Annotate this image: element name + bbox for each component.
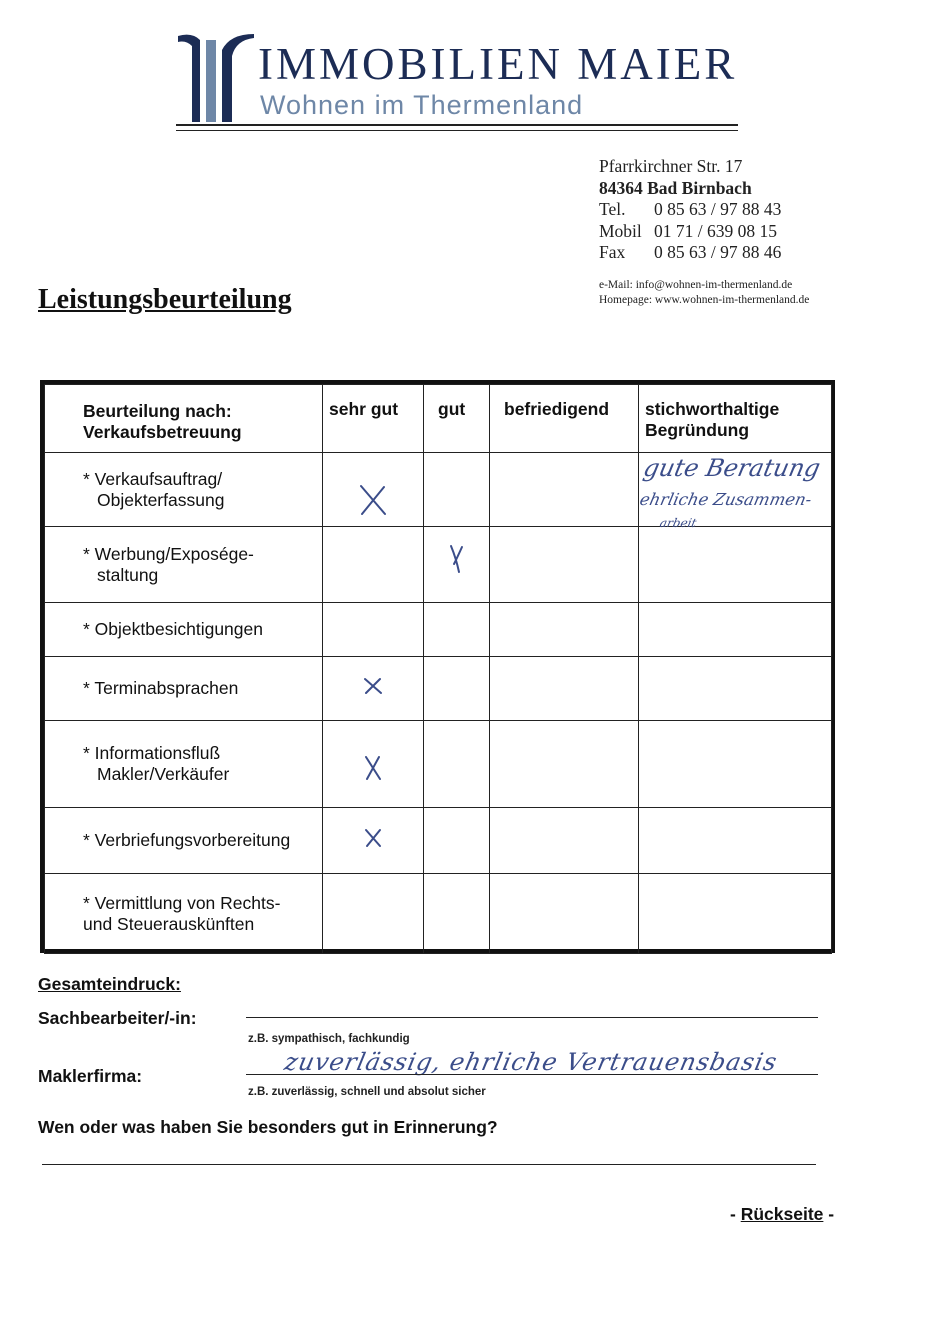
checkbox-sehr-gut[interactable]: [323, 603, 424, 657]
checkbox-gut[interactable]: [424, 453, 490, 527]
checkbox-gut[interactable]: [424, 657, 490, 721]
checkbox-sehr-gut[interactable]: [323, 527, 424, 603]
address-street: Pfarrkirchner Str. 17: [599, 156, 743, 176]
criterion-cell: [45, 874, 323, 954]
firm-input-line[interactable]: [246, 1074, 818, 1075]
memory-input-line[interactable]: [42, 1164, 816, 1165]
table-row: [45, 527, 832, 603]
firm-label: Maklerfirma:: [38, 1066, 143, 1086]
header-criteria: [45, 385, 323, 453]
clerk-input-line[interactable]: [246, 1017, 818, 1018]
page-title: Leistungsbeurteilung: [38, 284, 292, 315]
header-reason-line2: Begründung: [645, 420, 750, 440]
address-block: [599, 156, 781, 264]
checkbox-befriedigend[interactable]: [490, 527, 639, 603]
checkbox-sehr-gut[interactable]: [323, 874, 424, 954]
handwritten-reason-line2: ehrliche Zusammen-: [637, 490, 814, 509]
reason-cell[interactable]: [639, 721, 832, 808]
reason-cell[interactable]: [639, 808, 832, 874]
overall-impression-label: Gesamteindruck:: [38, 974, 181, 994]
logo-divider-thin: [176, 130, 738, 131]
reason-cell[interactable]: [639, 603, 832, 657]
table-row: [45, 603, 832, 657]
checkbox-befriedigend[interactable]: [490, 453, 639, 527]
back-side-note: [730, 1204, 834, 1225]
logo-divider: [176, 124, 738, 126]
checkbox-befriedigend[interactable]: [490, 603, 639, 657]
fax-number: 0 85 63 / 97 88 46: [654, 242, 782, 262]
checkbox-befriedigend[interactable]: [490, 808, 639, 874]
criterion-cell: [45, 721, 323, 808]
checkbox-sehr-gut[interactable]: [323, 808, 424, 874]
header-gut: gut: [424, 385, 490, 453]
x-mark-icon: [362, 754, 384, 782]
header-criteria-line2: Verkaufsbetreuung: [83, 422, 242, 442]
reason-cell[interactable]: [639, 874, 832, 954]
company-logo-icon: [178, 30, 258, 126]
memory-question: Wen oder was haben Sie besonders gut in Erinnerung?: [38, 1117, 498, 1137]
x-mark-icon: [358, 484, 388, 516]
header-reason: [639, 385, 832, 453]
criterion-cell: [45, 527, 323, 603]
criterion-line2: und Steuerauskünften: [83, 913, 255, 934]
checkbox-gut[interactable]: [424, 808, 490, 874]
contact-lines: [599, 278, 809, 307]
clerk-label: Sachbearbeiter/-in:: [38, 1008, 197, 1028]
criterion-cell: [45, 657, 323, 721]
criterion-line1: * Werbung/Exposége-: [83, 543, 254, 564]
criterion-line1: * Verkaufsauftrag/: [83, 468, 223, 489]
homepage-line: Homepage: www.wohnen-im-thermenland.de: [599, 293, 810, 306]
criterion-cell: [45, 603, 323, 657]
header-befriedigend: befriedigend: [490, 385, 639, 453]
address-city: 84364 Bad Birnbach: [599, 177, 752, 198]
address-tel: [599, 199, 781, 221]
header-reason-line1: stichworthaltige: [645, 399, 780, 419]
header-criteria-line1: Beurteilung nach:: [83, 401, 232, 421]
company-name: IMMOBILIEN MAIER: [258, 39, 738, 89]
table-row: [45, 721, 832, 808]
email-line: e-Mail: info@wohnen-im-thermenland.de: [599, 279, 793, 291]
firm-hint: z.B. zuverlässig, schnell und absolut sicher: [248, 1086, 486, 1098]
criterion-cell: [45, 453, 323, 527]
table-row: [45, 657, 832, 721]
x-mark-icon: [362, 827, 384, 849]
checkbox-sehr-gut[interactable]: [323, 453, 424, 527]
company-tagline: Wohnen im Thermenland: [260, 90, 584, 120]
checkbox-sehr-gut[interactable]: [323, 657, 424, 721]
checkbox-gut[interactable]: [424, 527, 490, 603]
checkbox-sehr-gut[interactable]: [323, 721, 424, 808]
x-mark-icon: [448, 544, 466, 574]
checkbox-befriedigend[interactable]: [490, 657, 639, 721]
mobile-label: Mobil: [599, 220, 642, 241]
firm-handwritten-entry: zuverlässig, ehrliche Vertrauensbasis: [282, 1048, 781, 1076]
mobile-number: 01 71 / 639 08 15: [654, 220, 777, 241]
clerk-hint: z.B. sympathisch, fachkundig: [248, 1033, 410, 1045]
fax-label: Fax: [599, 242, 626, 262]
criterion-line1: * Objektbesichtigungen: [83, 619, 263, 639]
criterion-line2: Makler/Verkäufer: [97, 764, 230, 784]
table-header-row: [45, 385, 832, 453]
criterion-line1: * Informationsfluß: [83, 743, 221, 763]
table-row: [45, 874, 832, 954]
table-row: [45, 808, 832, 874]
checkbox-gut[interactable]: [424, 721, 490, 808]
header-sehr-gut: sehr gut: [323, 385, 424, 453]
criterion-line1: * Terminabsprachen: [83, 678, 239, 698]
back-suffix: -: [823, 1204, 835, 1224]
handwritten-reason-line1: gute Beratung: [641, 454, 823, 482]
criterion-line2: staltung: [97, 564, 159, 585]
back-word: Rückseite: [740, 1204, 824, 1224]
reason-cell[interactable]: [639, 527, 832, 603]
tel-number: 0 85 63 / 97 88 43: [654, 199, 782, 219]
address-fax: [599, 242, 781, 264]
checkbox-befriedigend[interactable]: [490, 874, 639, 954]
handwritten-reason-line3: arbeit: [658, 516, 698, 530]
criterion-line1: * Verbriefungsvorbereitung: [83, 830, 291, 850]
tel-label: Tel.: [599, 199, 626, 219]
checkbox-befriedigend[interactable]: [490, 721, 639, 808]
address-mobile: [599, 221, 781, 243]
criterion-cell: [45, 808, 323, 874]
checkbox-gut[interactable]: [424, 603, 490, 657]
criterion-line1: * Vermittlung von Rechts-: [83, 892, 281, 913]
reason-cell[interactable]: [639, 657, 832, 721]
x-mark-icon: [362, 676, 384, 696]
checkbox-gut[interactable]: [424, 874, 490, 954]
criterion-line2: Objekterfassung: [97, 489, 225, 510]
back-prefix: -: [730, 1204, 741, 1224]
